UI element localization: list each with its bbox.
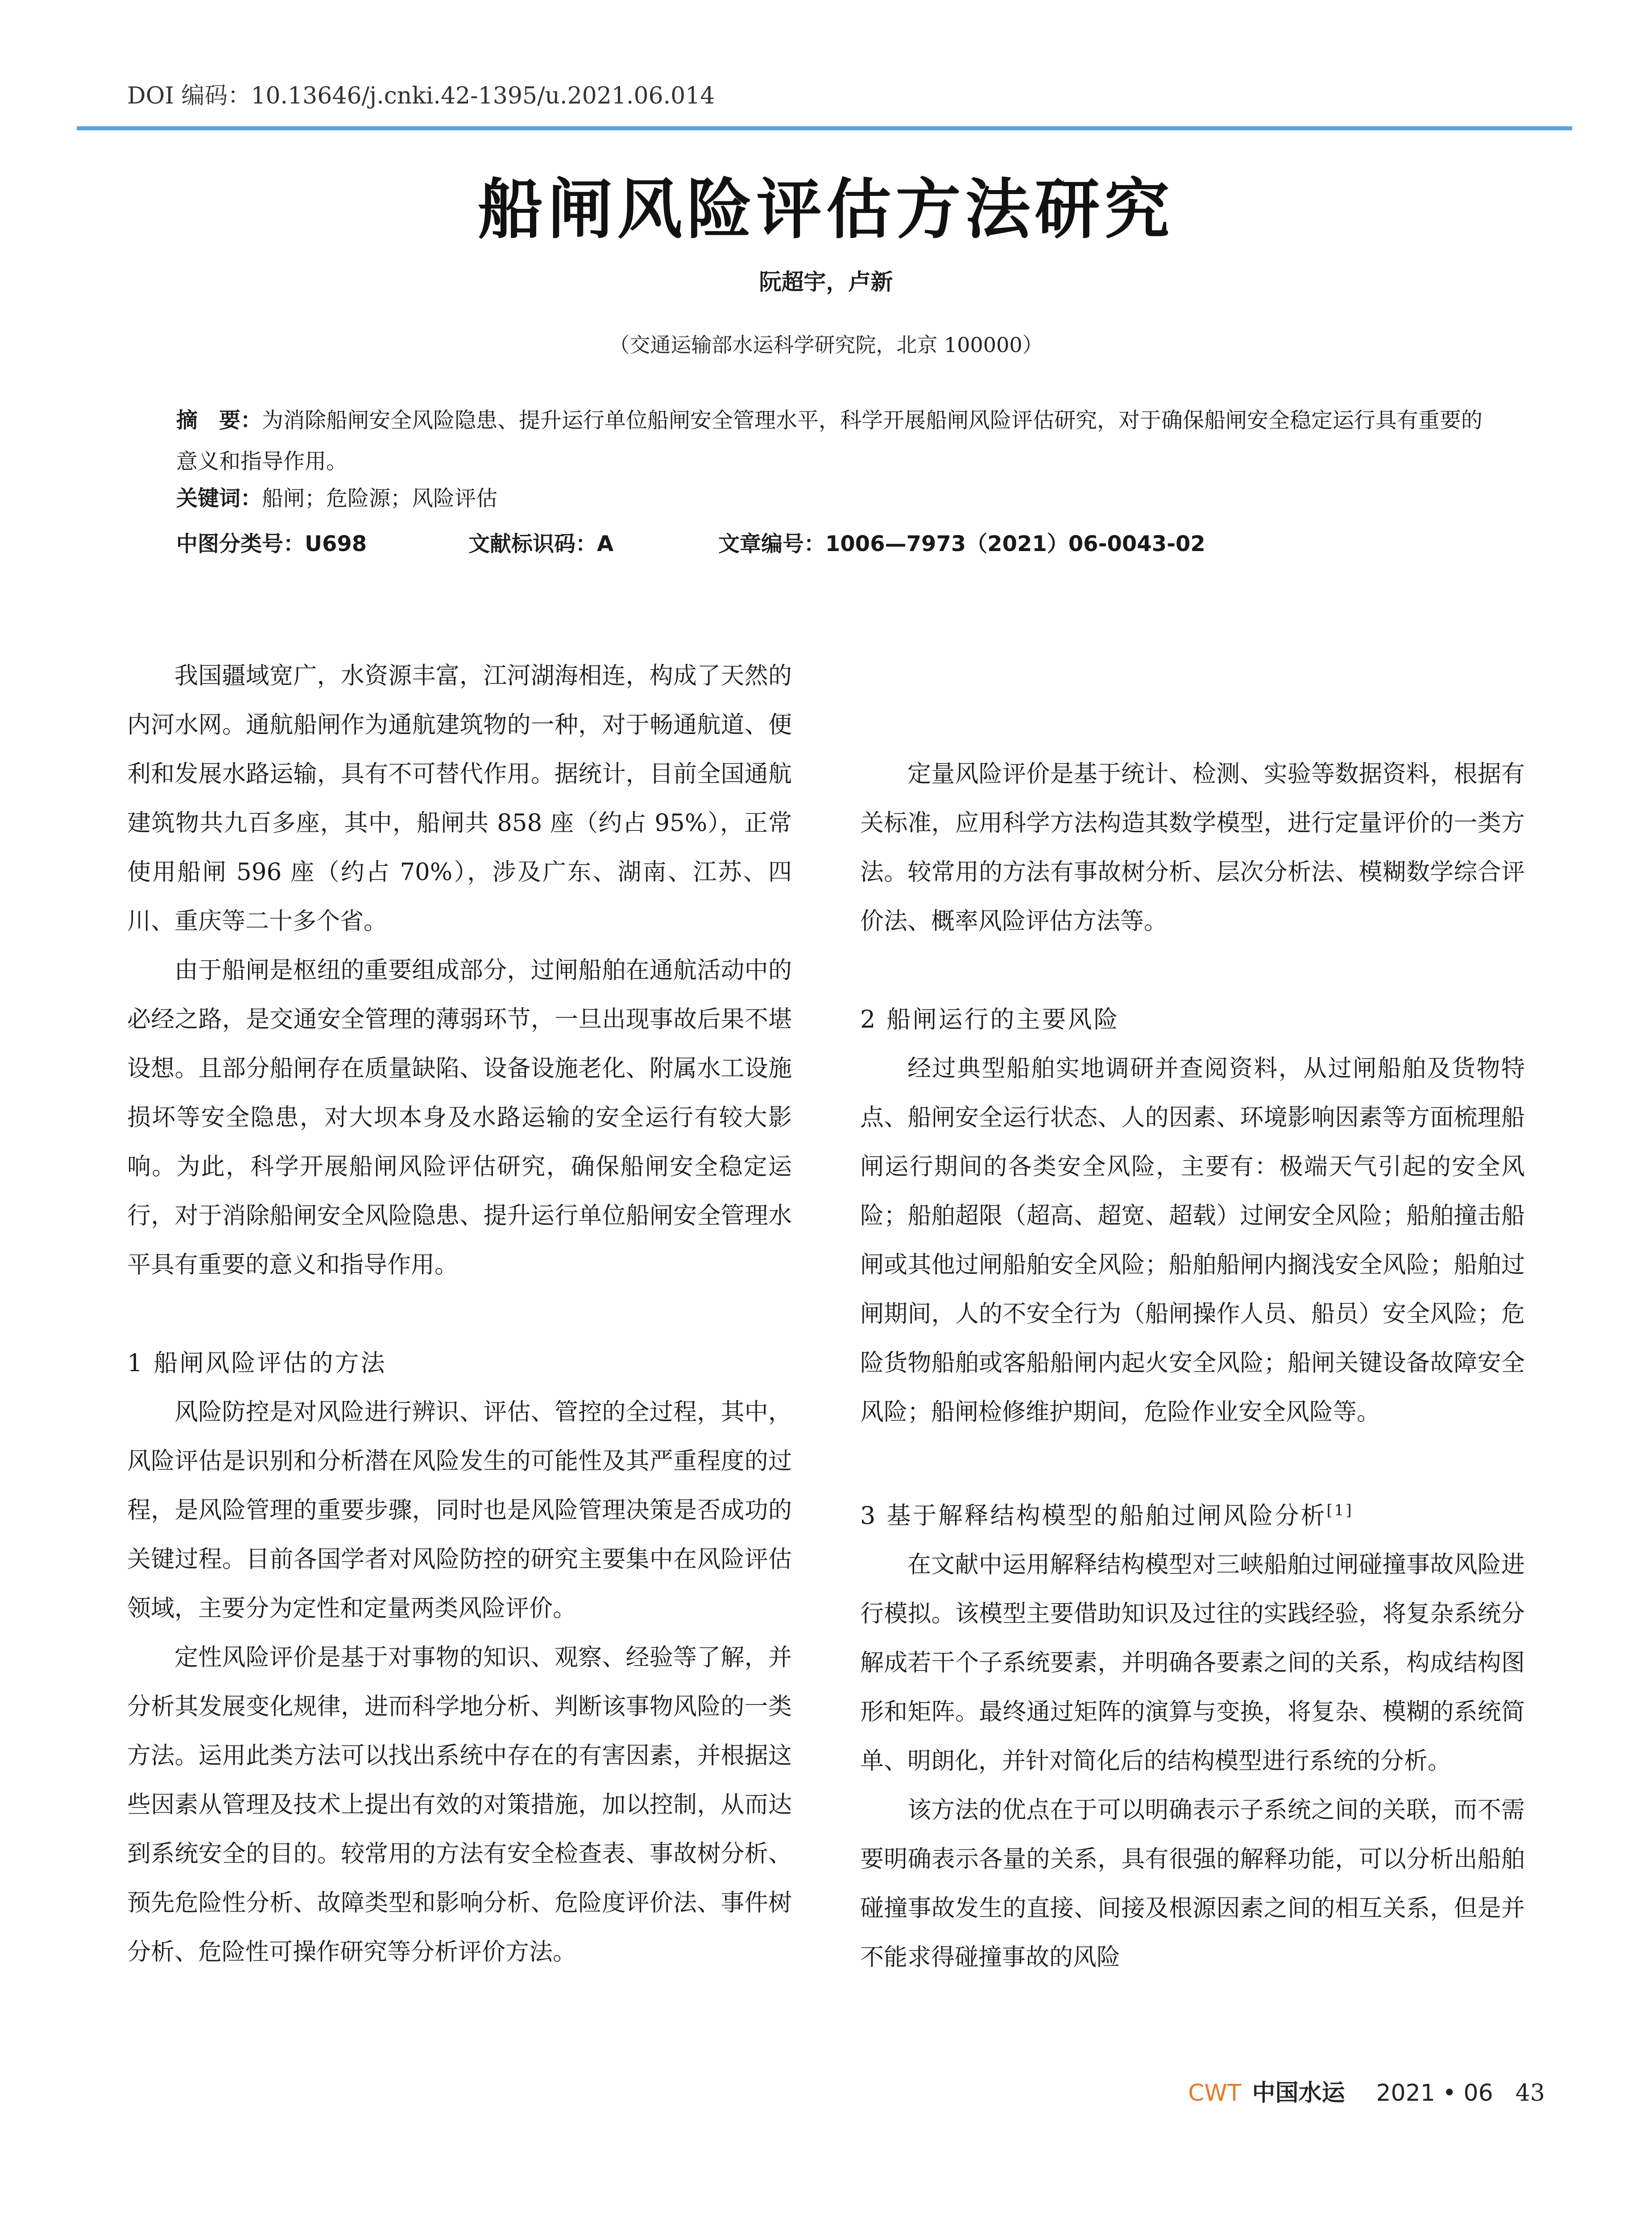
section-heading-1: 1 船闸风险评估的方法 [127,1349,387,1377]
document-code: 文献标识码：A [468,531,614,556]
issue-number: 2021 • 06 [1376,2080,1493,2107]
article-title: 船闸风险评估方法研究 [478,171,1174,248]
paragraph: 定量风险评价是基于统计、检测、实验等数据资料，根据有关标准，应用科学方法构造其数学模型，进行定量评价的一类方法。较常用的方法有事故树分析、层次分析法、模糊数学综合评价法、概率风险评估方法等。 [860,760,1525,935]
paragraph: 我国疆域宽广，水资源丰富，江河湖海相连，构成了天然的内河水网。通航船闸作为通航建筑物的一种，对于畅通航道、便利和发展水路运输，具有不可替代作用。据统计，目前全国通航建筑物共九百多座，其中，船闸共 858 座（约占 95%），正常使用船闸 596 座（约占 70%），涉及广东、湖南、江苏、四川、重庆等二十多个省。 [127,662,792,935]
abstract-label: 摘 要： [176,408,262,433]
left-column [127,651,792,1977]
paragraph: 经过典型船舶实地调研并查阅资料，从过闸船舶及货物特点、船闸安全运行状态、人的因素、环境影响因素等方面梳理船闸运行期间的各类安全风险，主要有：极端天气引起的安全风险；船舶超限（超高、超宽、超载）过闸安全风险；船舶撞击船闸或其他过闸船舶安全风险；船舶船闸内搁浅安全风险；船舶过闸期间，人的不安全行为（船闸操作人员、船员）安全风险；危险货物船舶或客船船闸内起火安全风险；船闸关键设备故障安全风险；船闸检修维护期间，危险作业安全风险等。 [860,1055,1525,1426]
keywords [176,481,497,512]
page-footer [1188,2074,1545,2107]
section-heading-3 [860,1486,1525,1540]
abstract-text: 为消除船闸安全风险隐患、提升运行单位船闸安全管理水平，科学开展船闸风险评估研究，对于确保船闸安全稳定运行具有重要的意义和指导作用。 [176,408,1483,474]
paragraph: 风险防控是对风险进行辨识、评估、管控的全过程，其中，风险评估是识别和分析潜在风险发生的可能性及其严重程度的过程，是风险管理的重要步骤，同时也是风险管理决策是否成功的关键过程。目前各国学者对风险防控的研究主要集中在风险评估领域，主要分为定性和定量两类风险评价。 [127,1398,792,1622]
paragraph: 该方法的优点在于可以明确表示子系统之间的关联，而不需要明确表示各量的关系，具有很强的解释功能，可以分析出船舶碰撞事故发生的直接、间接及根源因素之间的相互关系，但是并不能求得碰撞事故的风险 [860,1796,1525,1971]
page-number: 43 [1515,2080,1545,2107]
article-authors: 阮超宇，卢新 [759,269,893,295]
article-number: 文章编号：1006—7973（2021）06-0043-02 [718,531,1205,556]
paragraph: 在文献中运用解释结构模型对三峡船舶过闸碰撞事故风险进行模拟。该模型主要借助知识及过往的实践经验，将复杂系统分解成若干个子系统要素，并明确各要素之间的关系，构成结构图形和矩阵。最终通过矩阵的演算与变换，将复杂、模糊的系统简单、明朗化，并针对简化后的结构模型进行系统的分析。 [860,1551,1525,1775]
section-heading-3-text: 3 基于解释结构模型的船舶过闸风险分析 [860,1501,1327,1530]
citation-ref: [1] [1326,1501,1354,1519]
section-heading-2: 2 船闸运行的主要风险 [860,1005,1120,1033]
journal-name: 中国水运 [1252,2079,1345,2107]
clc-number: 中图分类号：U698 [176,531,367,556]
header-rule [77,126,1572,130]
keywords-text: 船闸；危险源；风险评估 [262,486,498,511]
paragraph: 由于船闸是枢纽的重要组成部分，过闸船舶在通航活动中的必经之路，是交通安全管理的薄弱环节，一旦出现事故后果不堪设想。且部分船闸存在质量缺陷、设备设施老化、附属水工设施损坏等安全隐患，对大坝本身及水路运输的安全运行有较大影响。为此，科学开展船闸风险评估研究，确保船闸安全稳定运行，对于消除船闸安全风险隐患、提升运行单位船闸安全管理水平具有重要的意义和指导作用。 [127,957,792,1278]
right-column [860,651,1525,1982]
abstract [176,400,1483,482]
doi-line: DOI 编码：10.13646/j.cnki.42-1395/u.2021.06.014 [127,83,715,109]
paragraph: 定性风险评价是基于对事物的知识、观察、经验等了解，并分析其发展变化规律，进而科学地分析、判断该事物风险的一类方法。运用此类方法可以找出系统中存在的有害因素，并根据这些因素从管理及技术上提出有效的对策措施，加以控制，从而达到系统安全的目的。较常用的方法有安全检查表、事故树分析、预先危险性分析、故障类型和影响分析、危险度评价法、事件树分析、危险性可操作研究等分析评价方法。 [127,1644,792,1966]
brand-logo: CWT [1188,2080,1242,2107]
keywords-label: 关键词： [176,486,262,511]
article-affiliation: （交通运输部水运科学研究院，北京 100000） [609,333,1043,357]
